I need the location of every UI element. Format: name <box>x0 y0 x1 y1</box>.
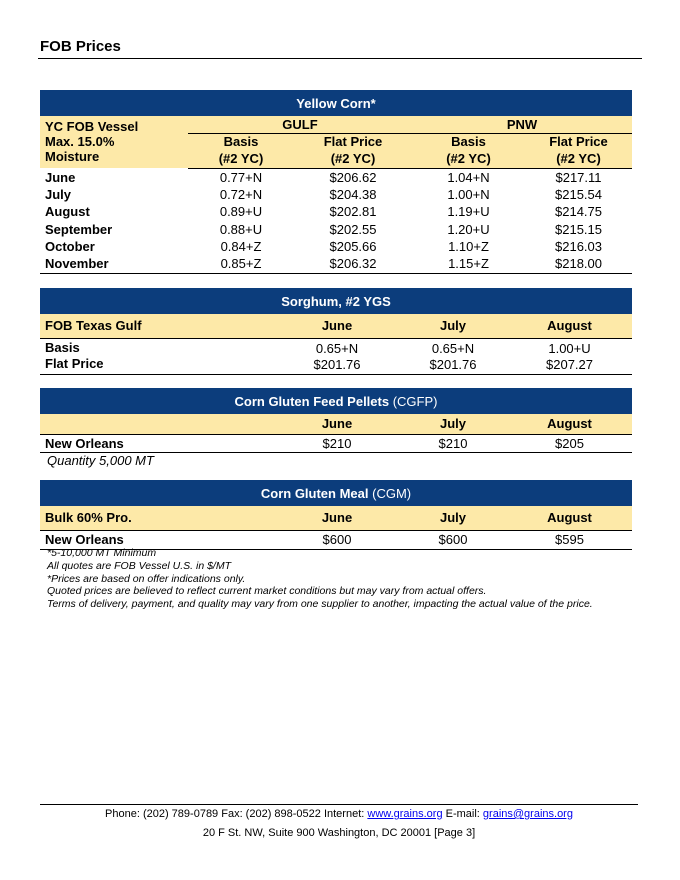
footnotes <box>47 547 593 611</box>
sorghum-title: Sorghum, #2 YGS <box>40 288 632 314</box>
footnote: All quotes are FOB Vessel U.S. in $/MT <box>47 559 232 572</box>
col-subheader: (#2 YC) <box>525 150 632 168</box>
col-header: August <box>507 506 632 530</box>
footer-divider <box>40 804 638 805</box>
col-header: July <box>399 506 507 530</box>
col-header: Basis <box>412 133 525 150</box>
region-gulf: GULF <box>188 116 412 133</box>
sorghum-table <box>40 288 632 375</box>
yc-row-label: YC FOB Vessel Max. 15.0% Moisture <box>40 116 188 168</box>
region-pnw: PNW <box>412 116 632 133</box>
col-header: July <box>399 314 507 338</box>
table-row: New Orleans $210 $210 $205 <box>40 434 632 452</box>
page-title: FOB Prices <box>40 38 121 55</box>
col-header: Flat Price <box>294 133 412 150</box>
footnote: *5-10,000 MT Minimum <box>47 547 157 559</box>
sorghum-row-label: FOB Texas Gulf <box>40 314 275 338</box>
col-header: Flat Price <box>525 133 632 150</box>
col-header: Basis <box>188 133 294 150</box>
yellow-corn-table <box>40 90 632 274</box>
footnote: *Prices are based on offer indications only. <box>47 572 246 585</box>
table-row: November 0.85+Z $206.32 1.15+Z $218.00 <box>40 255 632 273</box>
table-row: June 0.77+N $206.62 1.04+N $217.11 <box>45 169 602 185</box>
website-link[interactable]: www.grains.org <box>367 808 443 820</box>
yellow-corn-title: Yellow Corn* <box>40 90 632 116</box>
table-row: September 0.88+U $202.55 1.20+U $215.15 <box>45 221 602 237</box>
col-header: June <box>275 414 399 434</box>
col-subheader: (#2 YC) <box>188 150 294 168</box>
cgm-row-label: Bulk 60% Pro. <box>40 506 275 530</box>
col-header: June <box>275 506 399 530</box>
col-header: August <box>507 314 632 338</box>
footer-contact: Phone: (202) 789-0789 Fax: (202) 898-0522 Internet: www.grains.org E-mail: grains@grains.org <box>105 808 573 820</box>
col-header: July <box>399 414 507 434</box>
footnote: Quoted prices are believed to reflect current market conditions but may vary from actual offers. <box>47 585 487 598</box>
title-divider <box>38 58 642 59</box>
cgm-table <box>40 480 632 550</box>
cgfp-note: Quantity 5,000 MT <box>47 453 154 469</box>
cgfp-title: Corn Gluten Feed Pellets (CGFP) <box>40 388 632 414</box>
email-link[interactable]: grains@grains.org <box>482 808 573 820</box>
footer-address: 20 F St. NW, Suite 900 Washington, DC 20001 [Page 3] <box>202 827 476 839</box>
col-subheader: (#2 YC) <box>412 150 525 168</box>
table-row: October 0.84+Z $205.66 1.10+Z $216.03 <box>45 239 602 254</box>
table-row: August 0.89+U $202.81 1.19+U $214.75 <box>45 204 602 219</box>
table-row: Basis 0.65+N 0.65+N 1.00+U <box>45 339 591 356</box>
table-row: July 0.72+N $204.38 1.00+N $215.54 <box>45 187 602 202</box>
col-header: June <box>275 314 399 338</box>
footnote: Terms of delivery, payment, and quality may vary from one supplier to another, impacting the actual value of the price. <box>47 598 593 611</box>
cgfp-table <box>40 388 632 469</box>
col-subheader: (#2 YC) <box>294 150 412 168</box>
cgm-title: Corn Gluten Meal (CGM) <box>40 480 632 506</box>
col-header: August <box>507 414 632 434</box>
table-row: Flat Price $201.76 $201.76 $207.27 <box>40 356 632 374</box>
table-row: New Orleans $600 $600 $595 <box>40 530 632 549</box>
